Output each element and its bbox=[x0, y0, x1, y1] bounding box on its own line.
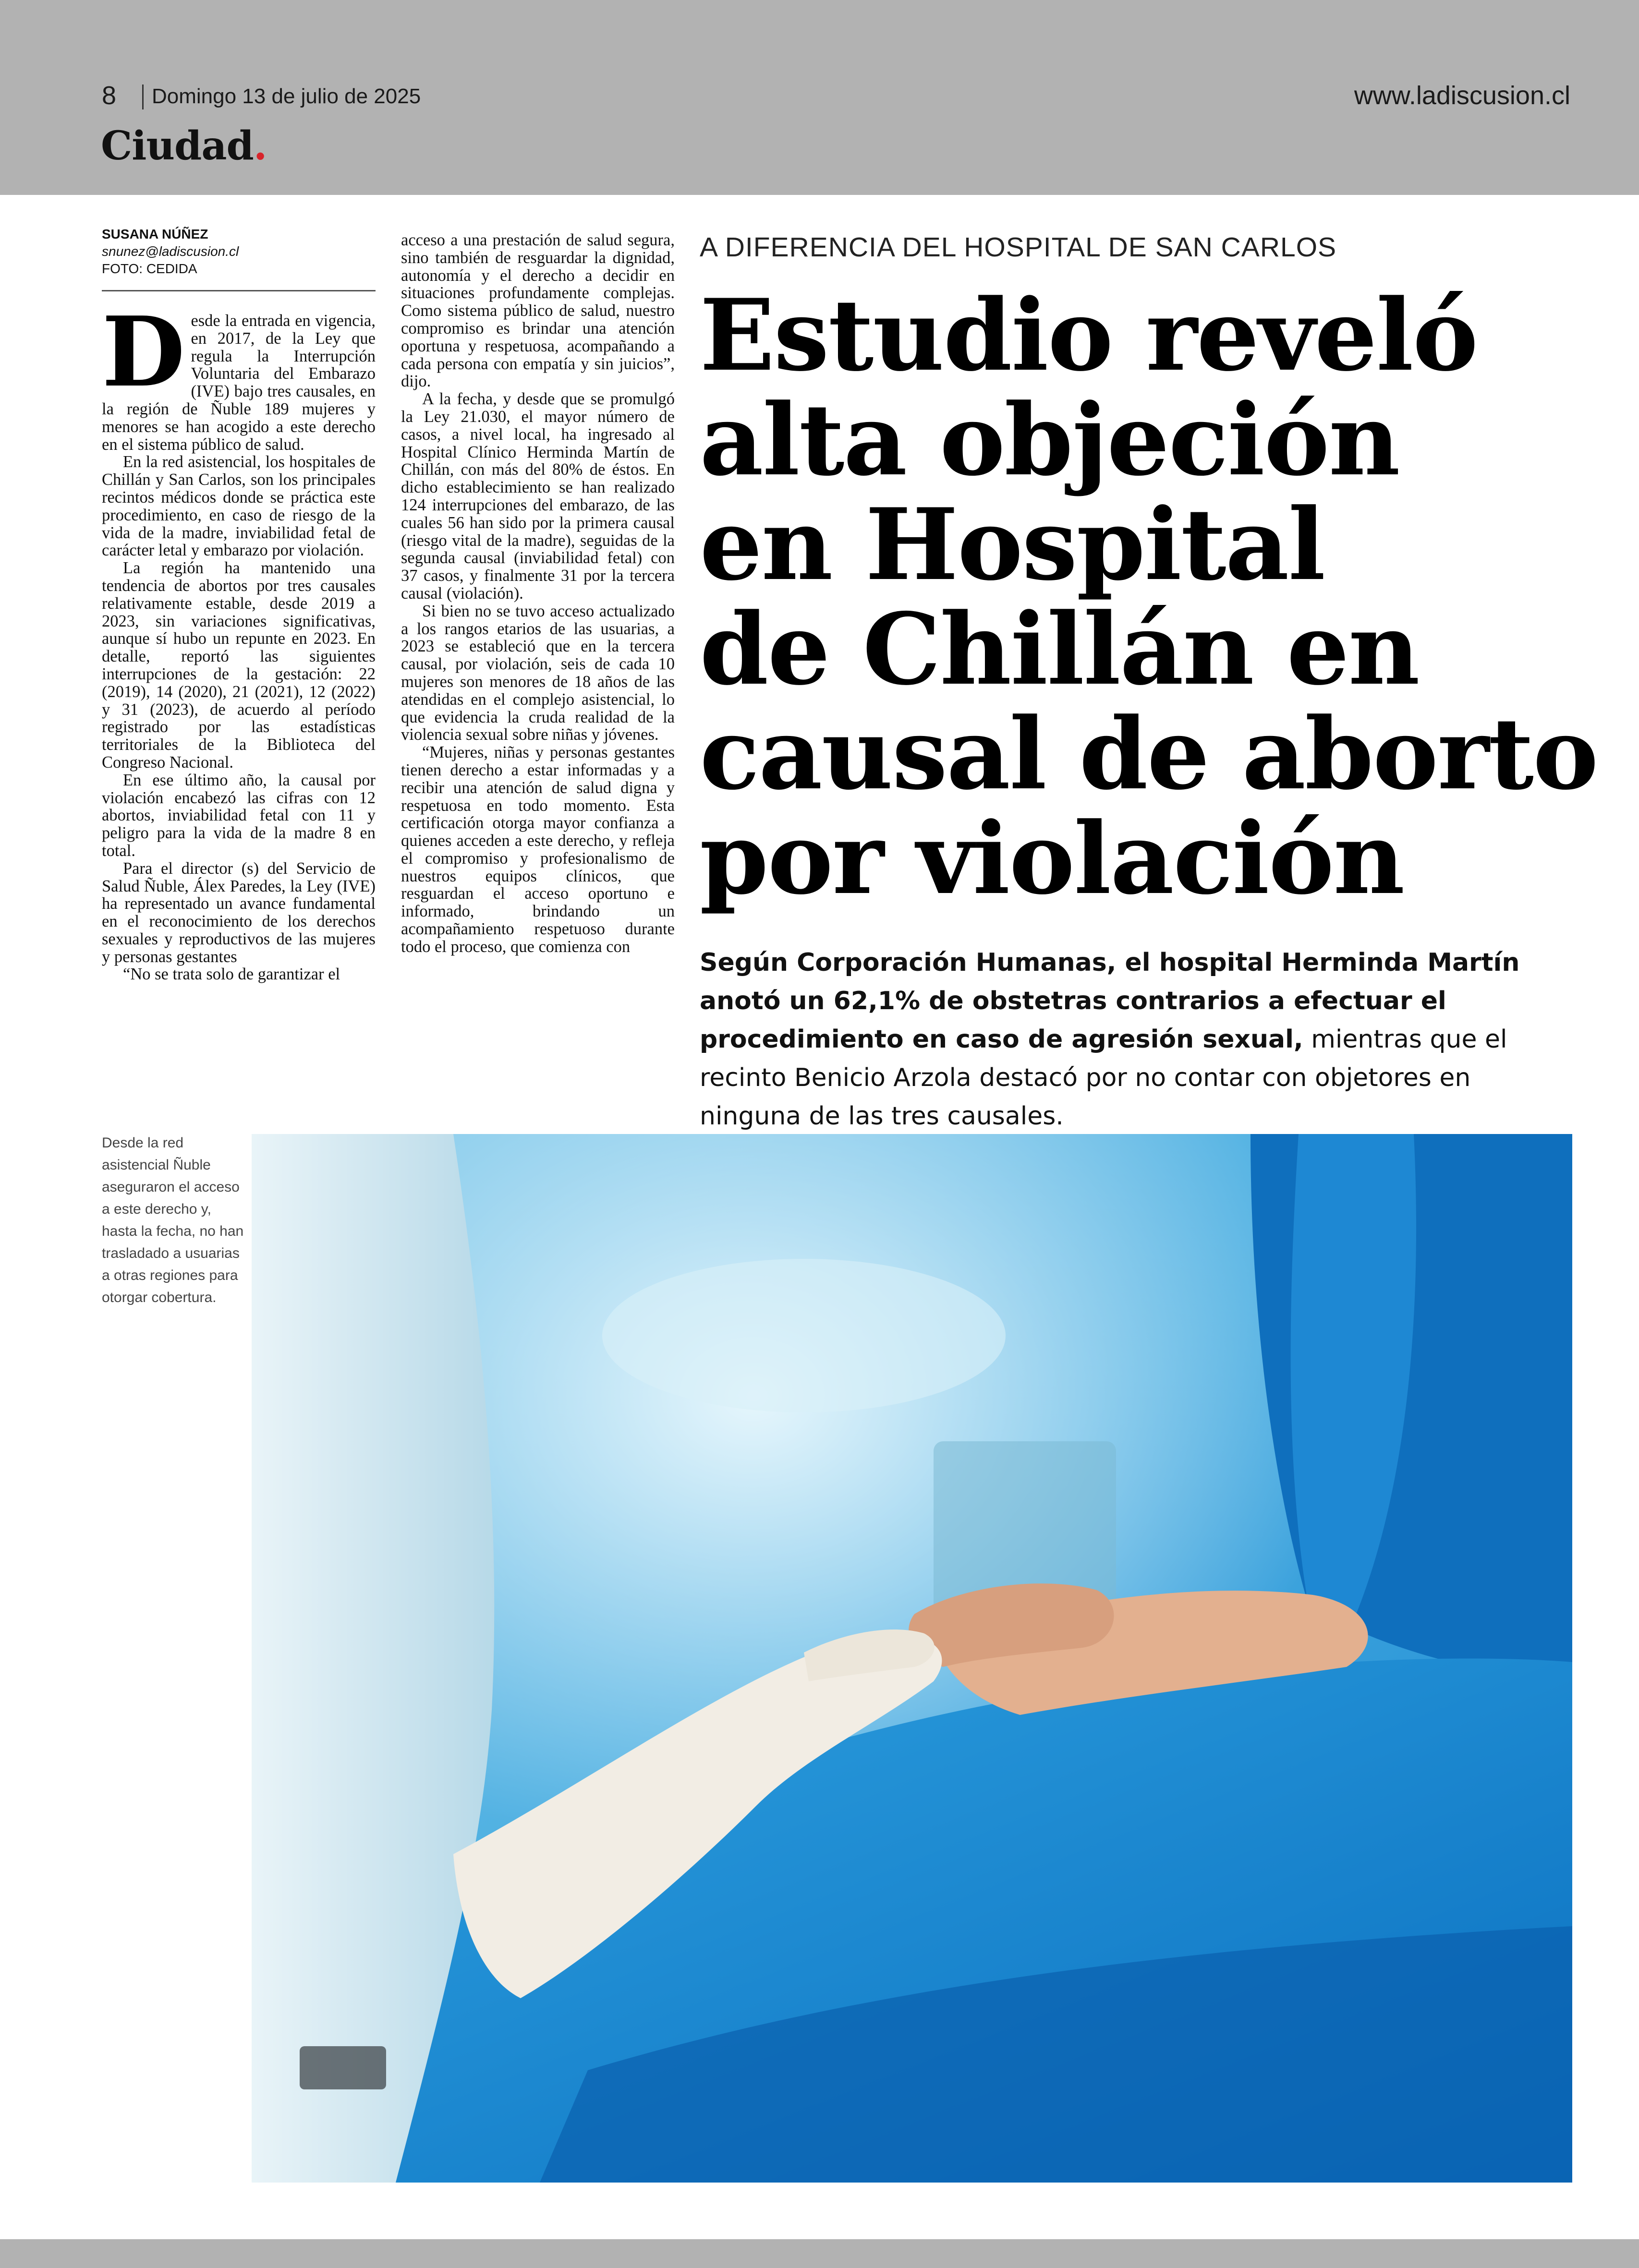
site-url[interactable]: www.ladiscusion.cl bbox=[1354, 81, 1570, 110]
header-divider bbox=[142, 84, 144, 109]
paragraph: En la red asistencial, los hospitales de Chillán y San Carlos, son los principales recintos médicos donde se práctica este procedimiento, en caso de riesgo de la vida de la madre, inviabilidad fetal de carácter letal y embarazo por violación. bbox=[102, 453, 376, 560]
article-column-1 bbox=[102, 296, 376, 984]
paragraph: acceso a una prestación de salud segura, sino también de resguardar la dignidad, autonomía y el derecho a decidir en situaciones profundamente complejas. Como sistema público de salud, nuestro compromiso es brindar una atención oportuna y respetuosa, acompañando a cada persona con empatía y sin juicios”, dijo. bbox=[401, 231, 675, 391]
author-email[interactable]: snunez@ladiscusion.cl bbox=[102, 244, 239, 259]
article-photo bbox=[252, 1134, 1572, 2183]
headline-line: de Chillán en bbox=[700, 592, 1419, 707]
article-column-2 bbox=[401, 231, 675, 956]
headline-line: causal de aborto bbox=[700, 697, 1598, 812]
headline-line: en Hospital bbox=[700, 487, 1325, 603]
section-label: Ciudad bbox=[101, 123, 254, 169]
paragraph: Si bien no se tuvo acceso actualizado a los rangos etarios de las usuarias, a 2023 se estableció que en la tercera causal, por violación, seis de cada 10 mujeres son menores de 18 años de las atendidas en el complejo asistencial, lo que evidencia la cruda realidad de la violencia sexual sobre niñas y jóvenes. bbox=[401, 602, 675, 744]
page-number: 8 bbox=[102, 81, 117, 110]
paragraph: En ese último año, la causal por violación encabezó las cifras con 12 abortos, inviabilidad fetal con 11 y peligro para la vida de la madre 8 en total. bbox=[102, 771, 376, 860]
header-date: Domingo 13 de julio de 2025 bbox=[152, 84, 421, 108]
paragraph: La región ha mantenido una tendencia de abortos por tres causales relativamente estable, desde 2019 a 2023, sin variaciones significativas, aunque sí hubo un repunte en 2023. En detalle, reportó las siguientes interrupciones de la gestación: 22 (2019), 14 (2020), 21 (2021), 12 (2022) y 31 (2023), de acuerdo al período registrado por las estadísticas territoriales de la Biblioteca del Congreso Nacional. bbox=[102, 559, 376, 772]
headline-line: alta objeción bbox=[700, 383, 1399, 498]
photo-illustration bbox=[252, 1134, 1572, 2183]
lead-bold: Según Corporación Humanas, el hospital Herminda Martín anotó un 62,1% de obstetras contrarios a efectuar el procedimiento en caso de agresión sexual, bbox=[700, 948, 1520, 1054]
headline-line: por violación bbox=[700, 801, 1404, 917]
dropcap: D bbox=[102, 296, 185, 409]
author-name: SUSANA NÚÑEZ bbox=[102, 227, 208, 241]
photo-caption: Desde la red asistencial Ñuble aseguraron el acceso a este derecho y, hasta la fecha, no han trasladado a usuarias a otras regiones para otorgar cobertura. bbox=[102, 1135, 244, 1305]
section-dot: . bbox=[253, 123, 267, 169]
paragraph: “Mujeres, niñas y personas gestantes tienen derecho a estar informadas y a recibir una atención de salud digna y respetuosa en todo momento. Esta certificación otorga mayor confianza a quienes acceden a este derecho, y refleja el compromiso y profesionalismo de nuestros equipos clínicos, que resguardan el acceso oportuno e informado, brindando un acompañamiento respetuoso durante todo el proceso, que comienza con bbox=[401, 743, 675, 956]
byline-rule bbox=[102, 290, 376, 291]
lead-paragraph bbox=[700, 943, 1569, 1135]
section-name bbox=[101, 123, 267, 169]
kicker: A DIFERENCIA DEL HOSPITAL DE SAN CARLOS bbox=[700, 232, 1337, 263]
lead-rest: mientras que el recinto Benicio Arzola destacó por no contar con objetores en ninguna de las tres causales. bbox=[700, 1025, 1507, 1131]
paragraph: Desde la entrada en vigencia, en 2017, de la Ley que regula la Interrupción Voluntaria del Embarazo (IVE) bajo tres causales, en la región de Ñuble 189 mujeres y menores se han acogido a este derecho en el sistema público de salud. bbox=[102, 296, 376, 454]
paragraph: “No se trata solo de garantizar el bbox=[123, 965, 340, 984]
paragraph: Para el director (s) del Servicio de Salud Ñuble, Álex Paredes, la Ley (IVE) ha representado un avance fundamental en el reconocimiento de los derechos sexuales y reproductivos de las mujeres y personas gestantes bbox=[102, 859, 376, 966]
paragraph: A la fecha, y desde que se promulgó la Ley 21.030, el mayor número de casos, a nivel local, ha ingresado al Hospital Clínico Herminda Martín de Chillán, con más del 80% de éstos. En dicho establecimiento se han realizado 124 interrupciones del embarazo, de las cuales 56 han sido por la primera causal (riesgo vital de la madre), seguidas de la segunda causal (inviabilidad fetal) con 37 casos, y finalmente 31 por la tercera causal (violación). bbox=[401, 390, 675, 603]
byline bbox=[102, 226, 376, 277]
headline bbox=[700, 278, 1612, 917]
footer-band bbox=[0, 2239, 1639, 2268]
photo-credit: FOTO: CEDIDA bbox=[102, 261, 197, 276]
headline-line: Estudio reveló bbox=[700, 278, 1478, 393]
